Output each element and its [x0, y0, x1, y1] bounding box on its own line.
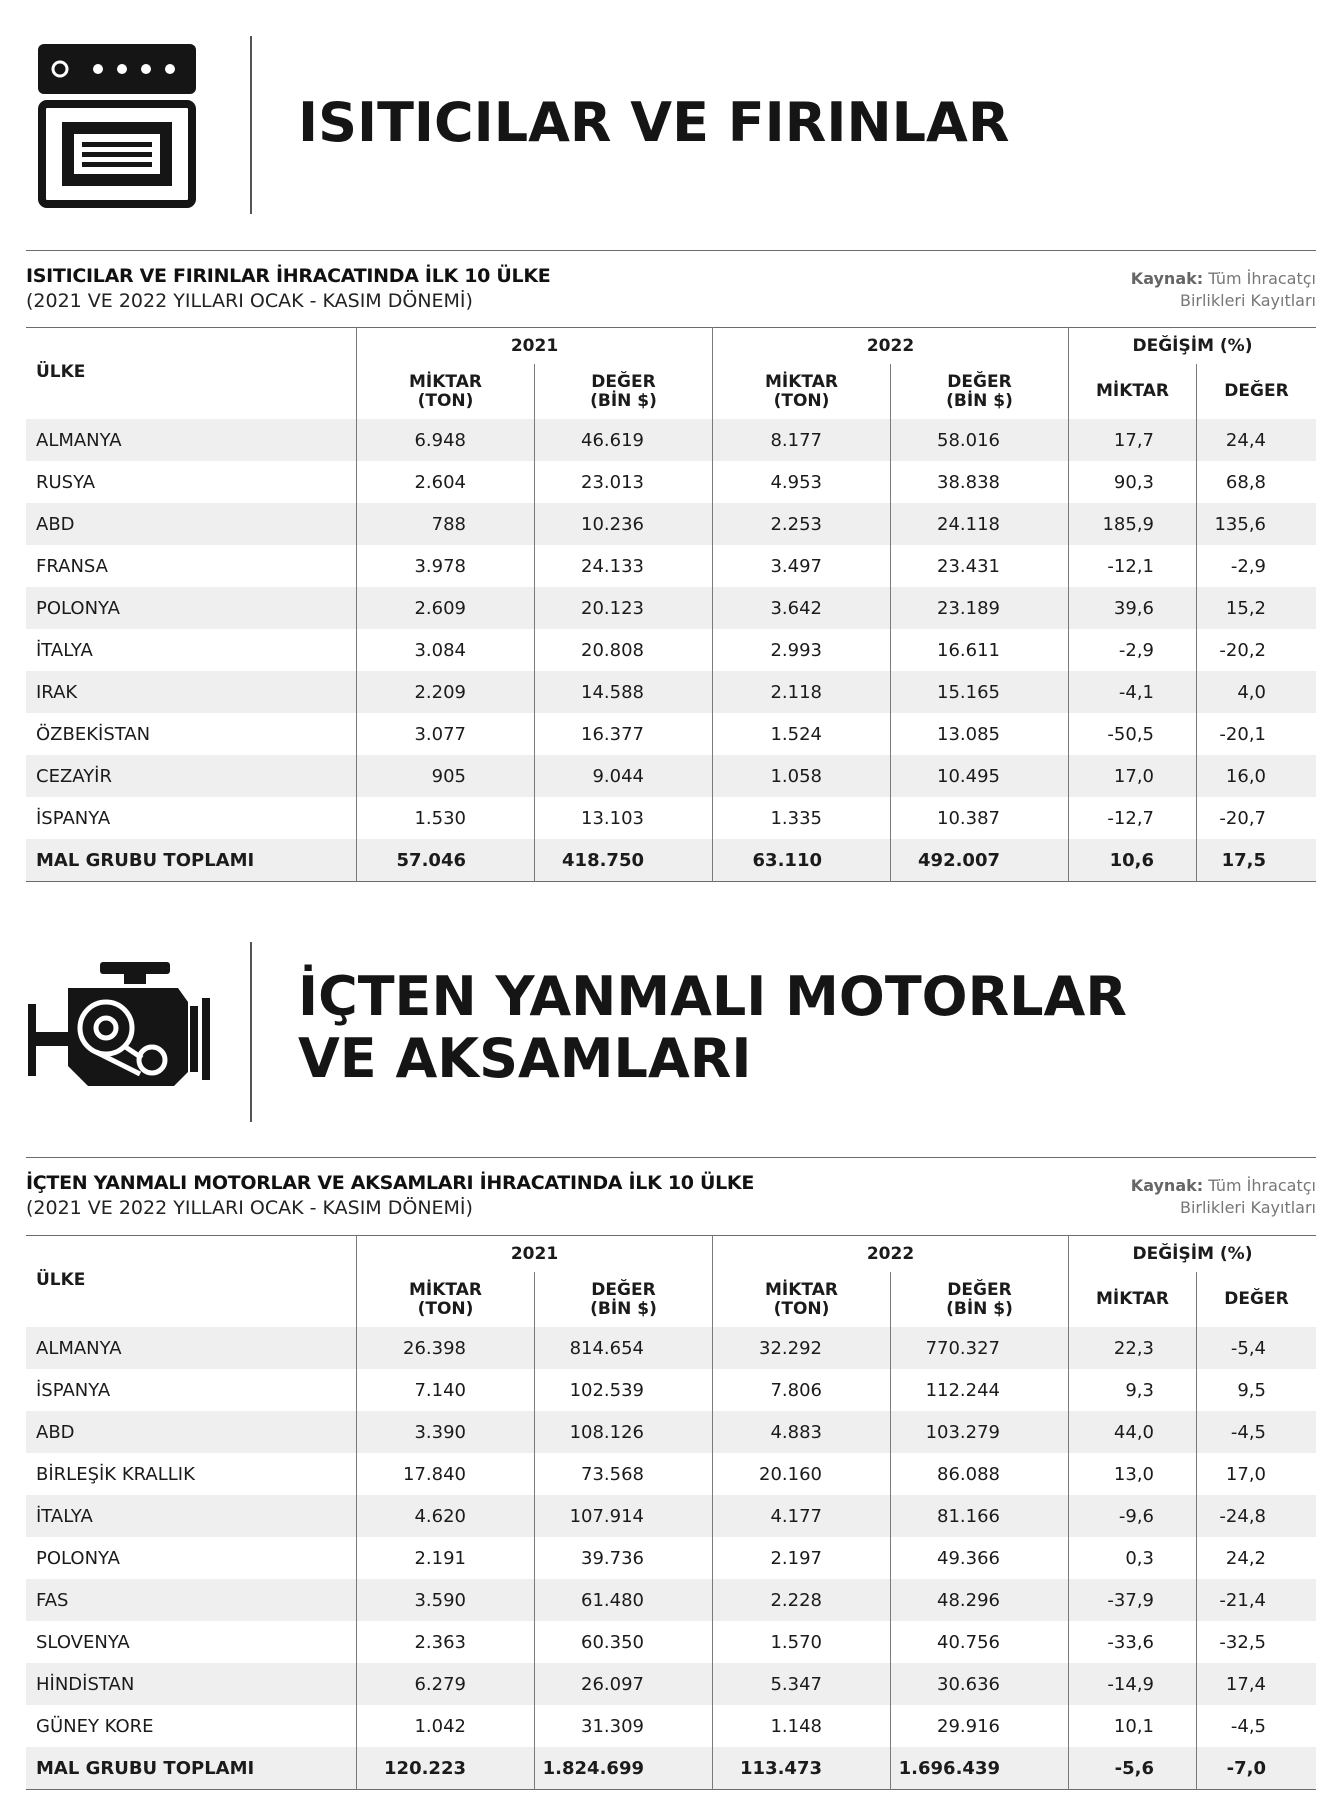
table-row [26, 1369, 1316, 1411]
change-qty-cell: -37,9 [1069, 1579, 1197, 1621]
change-qty-cell: -12,1 [1069, 545, 1197, 587]
table-row [26, 1579, 1316, 1621]
qty-2021-cell: 905 [357, 755, 535, 797]
table-row [26, 1327, 1316, 1369]
val-2022-cell: 10.387 [891, 797, 1069, 839]
country-cell: HİNDİSTAN [26, 1663, 357, 1705]
qty-2021-cell: 2.209 [357, 671, 535, 713]
change-val-cell: -2,9 [1197, 545, 1317, 587]
val-2022-cell: 770.327 [891, 1327, 1069, 1369]
header-change: DEĞİŞİM (%) [1069, 1236, 1317, 1273]
change-qty-cell: 22,3 [1069, 1327, 1197, 1369]
val-2021-cell: 108.126 [535, 1411, 713, 1453]
table-row [26, 545, 1316, 587]
change-val-cell: 17,0 [1197, 1453, 1317, 1495]
change-val-cell: -20,2 [1197, 629, 1317, 671]
change-qty-cell: -14,9 [1069, 1663, 1197, 1705]
change-val-cell: -4,5 [1197, 1705, 1317, 1747]
change-val-cell: -20,7 [1197, 797, 1317, 839]
country-cell: ALMANYA [26, 1327, 357, 1369]
change-val-cell: -20,1 [1197, 713, 1317, 755]
qty-2022-cell: 8.177 [713, 419, 891, 461]
change-val-cell: -32,5 [1197, 1621, 1317, 1663]
change-val-cell: 16,0 [1197, 755, 1317, 797]
header-2022-val: DEĞER (BİN $) [891, 364, 1069, 419]
qty-2022-cell: 4.883 [713, 1411, 891, 1453]
change-val-cell: 17,5 [1197, 839, 1317, 882]
total-row [26, 839, 1316, 882]
table-row [26, 713, 1316, 755]
change-qty-cell: -50,5 [1069, 713, 1197, 755]
qty-2021-cell: 2.363 [357, 1621, 535, 1663]
val-2021-cell: 16.377 [535, 713, 713, 755]
table-subtitle: (2021 VE 2022 YILLARI OCAK - KASIM DÖNEMİ) [26, 290, 473, 312]
qty-2022-cell: 5.347 [713, 1663, 891, 1705]
qty-2021-cell: 120.223 [357, 1747, 535, 1790]
country-cell: MAL GRUBU TOPLAMI [26, 1747, 357, 1790]
change-val-cell: 4,0 [1197, 671, 1317, 713]
header-country: ÜLKE [36, 1270, 86, 1290]
header-2022: 2022 [713, 328, 1069, 365]
country-cell: FRANSA [36, 555, 108, 577]
val-2022-cell: 13.085 [891, 713, 1069, 755]
table-title: İÇTEN YANMALI MOTORLAR VE AKSAMLARI İHRACATINDA İLK 10 ÜLKE [26, 1172, 755, 1194]
val-2021-cell: 814.654 [535, 1327, 713, 1369]
section-title-line1: ISITICILAR VE FIRINLAR [298, 91, 1010, 154]
change-qty-cell: -33,6 [1069, 1621, 1197, 1663]
header-2022: 2022 [713, 1236, 1069, 1273]
qty-2021-cell: 1.530 [357, 797, 535, 839]
change-val-cell: 24,2 [1197, 1537, 1317, 1579]
change-val-cell: -21,4 [1197, 1579, 1317, 1621]
table-top-rule [26, 1157, 1316, 1158]
val-2022-cell: 48.296 [891, 1579, 1069, 1621]
change-val-cell: 24,4 [1197, 419, 1317, 461]
change-qty-cell: 17,0 [1069, 755, 1197, 797]
country-cell: GÜNEY KORE [36, 1715, 154, 1737]
qty-2022-cell: 4.177 [713, 1495, 891, 1537]
val-2021-cell: 46.619 [535, 419, 713, 461]
header-change: DEĞİŞİM (%) [1069, 328, 1317, 365]
table-row [26, 671, 1316, 713]
qty-2022-cell: 2.118 [713, 671, 891, 713]
change-qty-cell: -4,1 [1069, 671, 1197, 713]
source-text-1: Tüm İhracatçı [1208, 269, 1316, 288]
source-label: Kaynak: [1130, 1176, 1204, 1195]
change-qty-cell: -5,6 [1069, 1747, 1197, 1790]
country-cell: ABD [26, 503, 357, 545]
val-2022-cell: 86.088 [891, 1453, 1069, 1495]
qty-2022-cell: 32.292 [713, 1327, 891, 1369]
section-title-line1: İÇTEN YANMALI MOTORLAR [298, 965, 1127, 1028]
country-cell: ALMANYA [26, 419, 357, 461]
change-qty-cell: -2,9 [1069, 629, 1197, 671]
change-qty-cell: 9,3 [1069, 1369, 1197, 1411]
section-title-line2: VE AKSAMLARI [298, 1027, 752, 1091]
total-row [26, 1747, 1316, 1790]
change-val-cell: -4,5 [1197, 1411, 1317, 1453]
change-qty-cell: 90,3 [1069, 461, 1197, 503]
export-table [26, 1235, 1316, 1790]
change-val-cell: -24,8 [1197, 1495, 1317, 1537]
val-2021-cell: 13.103 [535, 797, 713, 839]
export-table [26, 327, 1316, 882]
val-2021-cell: 31.309 [535, 1705, 713, 1747]
country-cell: SLOVENYA [36, 1631, 130, 1653]
qty-2022-cell: 2.253 [713, 503, 891, 545]
country-cell: İSPANYA [36, 1379, 111, 1401]
source-text-1: Tüm İhracatçı [1208, 1176, 1316, 1195]
header-row-top [26, 328, 1316, 365]
change-val-cell: 9,5 [1197, 1369, 1317, 1411]
val-2022-cell: 23.189 [891, 587, 1069, 629]
table-subtitle: (2021 VE 2022 YILLARI OCAK - KASIM DÖNEMİ) [26, 1197, 473, 1219]
val-2022-cell: 40.756 [891, 1621, 1069, 1663]
country-cell: POLONYA [26, 587, 357, 629]
country-cell: BİRLEŞİK KRALLIK [36, 1463, 195, 1485]
country-cell: MAL GRUBU TOPLAMI [26, 839, 357, 882]
val-2022-cell: 49.366 [891, 1537, 1069, 1579]
val-2022-cell: 103.279 [891, 1411, 1069, 1453]
val-2021-cell: 14.588 [535, 671, 713, 713]
header-country: ÜLKE [36, 362, 86, 382]
val-2021-cell: 23.013 [535, 461, 713, 503]
val-2022-cell: 492.007 [891, 839, 1069, 882]
table-row [26, 419, 1316, 461]
header-2021-val: DEĞER (BİN $) [535, 1272, 713, 1327]
change-qty-cell: -12,7 [1069, 797, 1197, 839]
val-2022-cell: 24.118 [891, 503, 1069, 545]
header-change-val: DEĞER [1197, 1272, 1317, 1327]
qty-2021-cell: 2.604 [357, 461, 535, 503]
header-change-val: DEĞER [1197, 364, 1317, 419]
section-engines [0, 900, 1342, 1816]
val-2022-cell: 81.166 [891, 1495, 1069, 1537]
header-2022-qty: MİKTAR (TON) [713, 1272, 891, 1327]
val-2021-cell: 20.808 [535, 629, 713, 671]
qty-2021-cell: 3.077 [357, 713, 535, 755]
table-body [26, 419, 1316, 882]
country-cell: IRAK [26, 671, 357, 713]
qty-2021-cell: 2.609 [357, 587, 535, 629]
val-2021-cell: 73.568 [535, 1453, 713, 1495]
country-cell: ABD [26, 1411, 357, 1453]
val-2022-cell: 10.495 [891, 755, 1069, 797]
table-body [26, 1327, 1316, 1790]
val-2021-cell: 102.539 [535, 1369, 713, 1411]
qty-2021-cell: 17.840 [357, 1453, 535, 1495]
table-row [26, 1663, 1316, 1705]
qty-2022-cell: 20.160 [713, 1453, 891, 1495]
qty-2021-cell: 3.978 [357, 545, 535, 587]
val-2021-cell: 60.350 [535, 1621, 713, 1663]
change-val-cell: -7,0 [1197, 1747, 1317, 1790]
change-qty-cell: 10,1 [1069, 1705, 1197, 1747]
header-2022-qty: MİKTAR (TON) [713, 364, 891, 419]
val-2021-cell: 61.480 [535, 1579, 713, 1621]
title-divider [250, 942, 252, 1122]
qty-2021-cell: 6.279 [357, 1663, 535, 1705]
change-val-cell: 135,6 [1197, 503, 1317, 545]
qty-2021-cell: 2.191 [357, 1537, 535, 1579]
qty-2021-cell: 3.590 [357, 1579, 535, 1621]
engine-icon [28, 962, 210, 1093]
qty-2022-cell: 3.642 [713, 587, 891, 629]
table-row [26, 629, 1316, 671]
change-qty-cell: -9,6 [1069, 1495, 1197, 1537]
change-val-cell: 15,2 [1197, 587, 1317, 629]
table-top-rule [26, 250, 1316, 251]
change-val-cell: 17,4 [1197, 1663, 1317, 1705]
header-2021-qty: MİKTAR (TON) [357, 1272, 535, 1327]
qty-2022-cell: 3.497 [713, 545, 891, 587]
change-qty-cell: 13,0 [1069, 1453, 1197, 1495]
source-text-2: Birlikleri Kayıtları [1179, 1198, 1316, 1217]
change-qty-cell: 17,7 [1069, 419, 1197, 461]
source-label: Kaynak: [1130, 269, 1204, 288]
val-2022-cell: 38.838 [891, 461, 1069, 503]
change-qty-cell: 39,6 [1069, 587, 1197, 629]
source-note [1131, 1175, 1316, 1219]
country-cell: İTALYA [26, 1495, 357, 1537]
qty-2021-cell: 57.046 [357, 839, 535, 882]
section-title [298, 966, 1127, 1090]
table-row [26, 587, 1316, 629]
qty-2022-cell: 63.110 [713, 839, 891, 882]
header-2021-qty: MİKTAR (TON) [357, 364, 535, 419]
qty-2021-cell: 26.398 [357, 1327, 535, 1369]
qty-2022-cell: 1.058 [713, 755, 891, 797]
change-qty-cell: 10,6 [1069, 839, 1197, 882]
val-2022-cell: 112.244 [891, 1369, 1069, 1411]
val-2022-cell: 1.696.439 [891, 1747, 1069, 1790]
val-2022-cell: 15.165 [891, 671, 1069, 713]
val-2021-cell: 418.750 [535, 839, 713, 882]
table-row [26, 1705, 1316, 1747]
header-2021-val: DEĞER (BİN $) [535, 364, 713, 419]
val-2021-cell: 9.044 [535, 755, 713, 797]
header-row-top [26, 1236, 1316, 1273]
change-qty-cell: 44,0 [1069, 1411, 1197, 1453]
qty-2022-cell: 1.524 [713, 713, 891, 755]
country-cell: POLONYA [36, 1547, 120, 1569]
change-val-cell: 68,8 [1197, 461, 1317, 503]
qty-2022-cell: 1.148 [713, 1705, 891, 1747]
val-2021-cell: 10.236 [535, 503, 713, 545]
val-2021-cell: 39.736 [535, 1537, 713, 1579]
table-row [26, 461, 1316, 503]
table-row [26, 1537, 1316, 1579]
country-cell: ÖZBEKİSTAN [36, 723, 151, 745]
source-text-2: Birlikleri Kayıtları [1179, 291, 1316, 310]
country-cell: RUSYA [36, 471, 96, 493]
title-divider [250, 36, 252, 214]
val-2022-cell: 16.611 [891, 629, 1069, 671]
table-row [26, 1453, 1316, 1495]
qty-2022-cell: 2.197 [713, 1537, 891, 1579]
val-2021-cell: 107.914 [535, 1495, 713, 1537]
header-2022-val: DEĞER (BİN $) [891, 1272, 1069, 1327]
table-title: ISITICILAR VE FIRINLAR İHRACATINDA İLK 10 ÜLKE [26, 265, 551, 287]
table-row [26, 797, 1316, 839]
qty-2021-cell: 788 [357, 503, 535, 545]
val-2022-cell: 23.431 [891, 545, 1069, 587]
qty-2021-cell: 3.084 [357, 629, 535, 671]
qty-2022-cell: 113.473 [713, 1747, 891, 1790]
qty-2022-cell: 1.570 [713, 1621, 891, 1663]
section-title [298, 92, 1009, 154]
table-row [26, 1621, 1316, 1663]
change-qty-cell: 185,9 [1069, 503, 1197, 545]
val-2022-cell: 29.916 [891, 1705, 1069, 1747]
qty-2022-cell: 7.806 [713, 1369, 891, 1411]
change-qty-cell: 0,3 [1069, 1537, 1197, 1579]
table-row [26, 1411, 1316, 1453]
country-cell: FAS [26, 1579, 357, 1621]
header-change-qty: MİKTAR [1069, 364, 1197, 419]
oven-icon [38, 44, 196, 213]
table-row [26, 755, 1316, 797]
qty-2021-cell: 7.140 [357, 1369, 535, 1411]
val-2021-cell: 1.824.699 [535, 1747, 713, 1790]
qty-2022-cell: 1.335 [713, 797, 891, 839]
change-val-cell: -5,4 [1197, 1327, 1317, 1369]
header-2021: 2021 [357, 328, 713, 365]
country-cell: CEZAYİR [26, 755, 357, 797]
qty-2021-cell: 1.042 [357, 1705, 535, 1747]
source-note [1131, 268, 1316, 312]
val-2021-cell: 26.097 [535, 1663, 713, 1705]
qty-2021-cell: 4.620 [357, 1495, 535, 1537]
section-heaters-ovens [0, 0, 1342, 900]
table-row [26, 503, 1316, 545]
qty-2022-cell: 2.993 [713, 629, 891, 671]
qty-2022-cell: 4.953 [713, 461, 891, 503]
header-change-qty: MİKTAR [1069, 1272, 1197, 1327]
qty-2021-cell: 3.390 [357, 1411, 535, 1453]
val-2021-cell: 24.133 [535, 545, 713, 587]
country-cell: İTALYA [36, 639, 93, 661]
val-2021-cell: 20.123 [535, 587, 713, 629]
val-2022-cell: 30.636 [891, 1663, 1069, 1705]
val-2022-cell: 58.016 [891, 419, 1069, 461]
qty-2021-cell: 6.948 [357, 419, 535, 461]
table-row [26, 1495, 1316, 1537]
qty-2022-cell: 2.228 [713, 1579, 891, 1621]
country-cell: İSPANYA [36, 807, 111, 829]
header-2021: 2021 [357, 1236, 713, 1273]
